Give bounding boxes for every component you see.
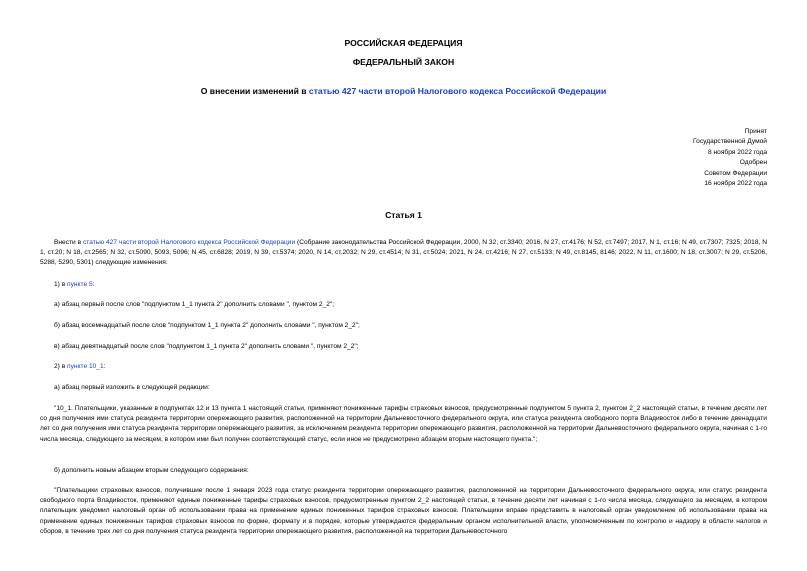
item-2-link[interactable]: пункте 10_1 — [67, 363, 104, 370]
item-2a: а) абзац первый изложить в следующей редакции: — [54, 384, 210, 391]
intro-link[interactable]: статью 427 части второй Налогового кодекса Российской Федерации — [82, 239, 296, 246]
acceptance-line: Одобрен — [739, 159, 767, 167]
acceptance-line: Советом Федерации — [704, 169, 767, 177]
item-1 — [54, 280, 767, 290]
law-title-link[interactable]: статью 427 части второй Налогового кодекса Российской Федерации — [308, 86, 607, 96]
law-title — [0, 86, 807, 96]
acceptance-line: Принят — [744, 128, 767, 135]
acceptance-line: 8 ноября 2022 года — [708, 148, 767, 156]
country-heading: РОССИЙСКАЯ ФЕДЕРАЦИЯ — [344, 38, 463, 48]
item-1-link[interactable]: пункте 5 — [67, 281, 93, 288]
acceptance-block — [693, 127, 767, 189]
item-1-suffix: : — [92, 281, 95, 288]
law-type-heading: ФЕДЕРАЛЬНЫЙ ЗАКОН — [352, 57, 455, 67]
acceptance-line: 16 ноября 2022 года — [704, 180, 767, 188]
article-heading: Статья 1 — [385, 210, 422, 220]
item-2 — [54, 362, 767, 372]
item-2-suffix: : — [103, 363, 106, 370]
item-1-prefix: 1) в — [54, 281, 68, 288]
quote-paragraph-1: "10_1. Плательщики, указанные в подпунктах 12 и 13 пункта 1 настоящей статьи, применяют пониженные тарифы страховых взносов, предусмотренные подпунктом 5 пункта 2, пунктом 2_2 настоящей статьи, в течение десяти лет со дня получения ими статуса резидента территории опережающего развития, расположенной на территории Дальневосточного федерального округа, или статуса резидента свободного порта Владивосток либо в течение двенадцати лет со дня получения ими статуса резидента территории опережающего развития, за исключением резидента территории опережающего развития, расположенной на территории Дальневосточного федерального округа, начиная с 1-го числа месяца, следующего за месяцем, в котором ими был получен соответствующий статус, если иное не предусмотрено абзацем вторым настоящего пункта."; — [40, 405, 767, 443]
quote-paragraph-2: "Плательщики страховых взносов, получившие после 1 января 2023 года статус резидента территории опережающего развития, расположенной на территории Дальневосточного федерального округа, или статус резидента свободного порта Владивосток, применяют единые пониженные тарифы страховых взносов, предусмотренные пунктом 2_2 настоящей статьи, в течение десяти лет начиная с 1-го числа месяца, следующего за месяцем, в котором плательщик уведомил налоговый орган об использовании права на применение единых пониженных тарифов страховых взносов. Плательщики вправе представить в налоговый орган уведомление об использовании права на применение единых пониженных тарифов страховых взносов по форме, формату и в порядке, которые утверждаются федеральным органом исполнительной власти, уполномоченным по контролю и надзору в области налогов и сборов, в течение трех лет со дня получения статуса резидента территории опережающего развития, расположенной на территории Дальневосточного — [40, 487, 767, 535]
item-1a: а) абзац первый после слов "подпунктом 1_1 пункта 2" дополнить словами ", пунктом 2_2"; — [54, 301, 335, 308]
intro-prefix: Внести в — [54, 239, 83, 246]
acceptance-line: Государственной Думой — [693, 138, 767, 146]
item-1c: в) абзац девятнадцатый после слов "подпунктом 1_1 пункта 2" дополнить словами ", пунктом 2_2"; — [54, 343, 359, 350]
intro-body: (Собрание законодательства Российской Федерации, 2000, N 32, ст.3340; 2016, N 27, ст.4176; N 52, ст.7497; 2017, N 1, ст.16; N 49, ст.7307; 7325; 2018, N 1, ст.20; N 18, ст.2565; N 32, ст.5090, 5093, 5096; N 45, ст.6828; 2019, N 39, ст.5374; 2020, N 14, ст.2032; N 29, ст.4514; N 31, ст.5024; 2021, N 24, ст.4216; N 27, ст.5133; N 49, ст.8145, 8146; 2022, N 11, ст.1600; N 18, ст.3007; N 29, ст.5206, 5288, 5290, 5301) следующие изменения: — [40, 239, 767, 267]
law-title-prefix: О внесении изменений в — [200, 86, 309, 96]
item-1b: б) абзац восемнадцатый после слов "подпунктом 1_1 пункта 2" дополнить словами ", пунктом 2_2"; — [54, 322, 360, 329]
intro-paragraph — [40, 238, 767, 269]
item-2-prefix: 2) в — [54, 363, 68, 370]
item-2b: б) дополнить новым абзацем вторым следующего содержания: — [54, 467, 249, 474]
